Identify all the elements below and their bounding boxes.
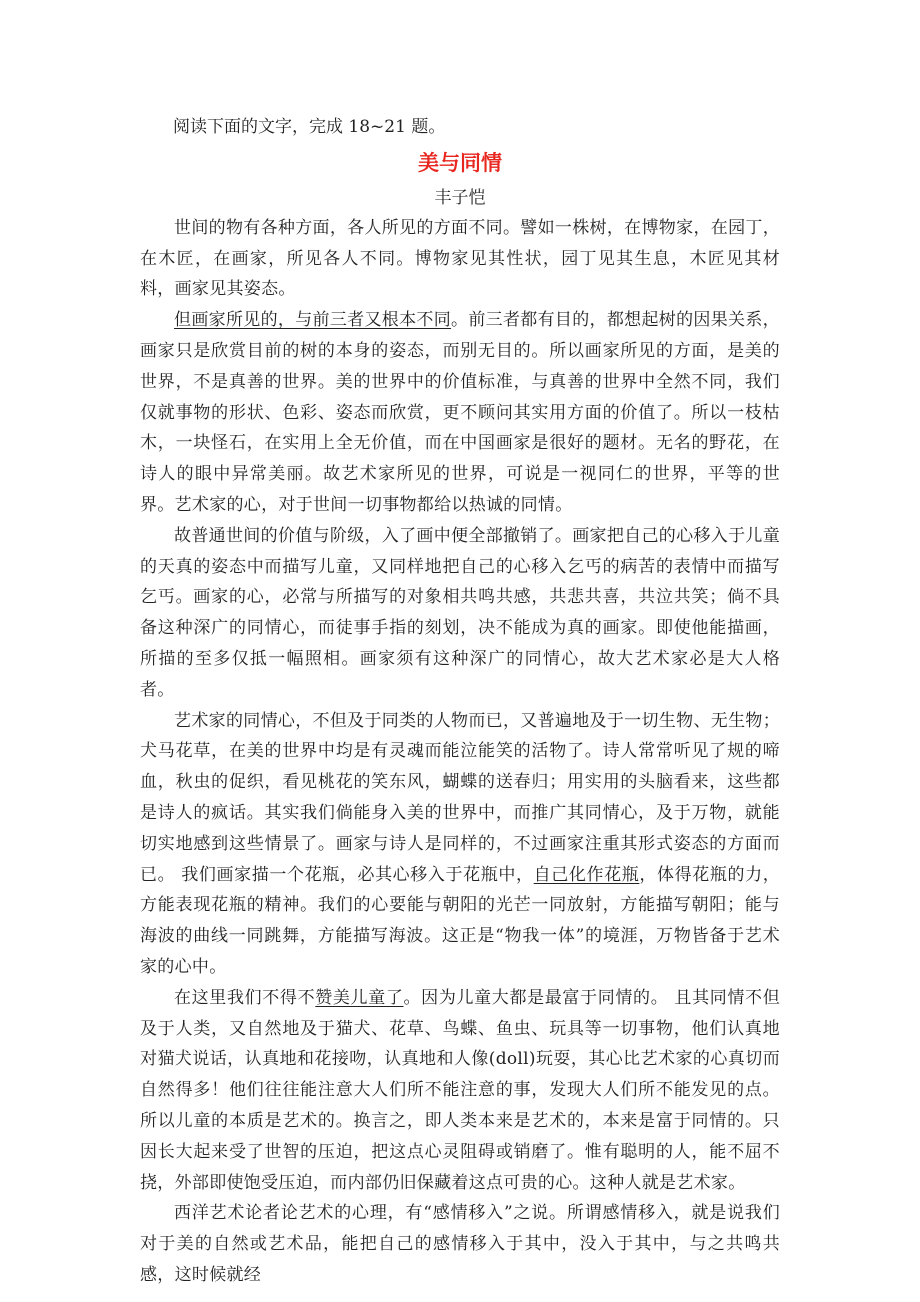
paragraph-3: 故普通世间的价值与阶级，入了画中便全部撤销了。画家把自己的心移入于儿童的天真的姿态中而描写儿童，又同样地把自己的心移入乞丐的病苦的表情中而描写乞丐。画家的心，必常与所描写的对象相共鸣共感，共悲共喜，共泣共笑；倘不具备这种深广的同情心，而徒事手指的刻划，决不能成为真的画家。即使他能描画，所描的至多仅抵一幅照相。画家须有这种深广的同情心，故大艺术家必是大人格者。: [140, 525, 780, 700]
question-instruction: 阅读下面的文字，完成 18~21 题。: [173, 117, 446, 137]
paragraph-1: 世间的物有各种方面，各人所见的方面不同。譬如一株树，在博物家，在园丁，在木匠，在画家，所见各人不同。博物家见其性状，园丁见其生息，木匠见其材料，画家见其姿态。: [140, 217, 780, 300]
document-page: [140, 112, 780, 1291]
paragraph-4: [140, 706, 780, 983]
paragraph-4-text-a: 艺术家的同情心，不但及于同类的人物而已，又普遍地及于一切生物、无生物；犬马花草，在美的世界中均是有灵魂而能泣能笑的活物了。诗人常常听见了规的啼血，秋虫的促织，看见桃花的笑东风，蝴蝶的送春归；用实用的头脑看来，这些都是诗人的疯话。其实我们倘能身入美的世界中，而推广其同情心，及于万物，就能切实地感到这些情景了。画家与诗人是同样的，不过画家注重其形式姿态的方面而已。 我们画家描一个花瓶，必其心移入于花瓶中，: [140, 710, 780, 885]
underlined-phrase-vase: 自己化作花瓶: [533, 864, 640, 885]
underlined-phrase-children: 赞美儿童了: [315, 987, 404, 1008]
paragraph-5-text-a: 在这里我们不得不: [174, 987, 316, 1008]
article-author: 丰子恺: [434, 187, 486, 208]
paragraph-6: 西洋艺术论者论艺术的心理，有“感情移入”之说。所谓感情移入，就是说我们对于美的自然或艺术品，能把自己的感情移入于其中，没入于其中，与之共鸣共感，这时候就经: [140, 1203, 780, 1285]
underlined-sentence: 但画家所见的，与前三者又根本不同: [174, 310, 452, 331]
paragraph-2: [140, 305, 780, 521]
paragraph-5: [140, 983, 780, 1199]
paragraph-4-text-b: ，体得花瓶的力，方能表现花瓶的精神。我们的心要能与朝阳的光芒一同放射，方能描写朝阳；能与海波的曲线一同跳舞，方能描写海波。这正是“物我一体”的境涯，万物皆备于艺术家的心中。: [140, 864, 780, 977]
paragraph-5-text-b: 。因为儿童大都是最富于同情的。 且其同情不但及于人类，又自然地及于猫犬、花草、鸟蝶、鱼虫、玩具等一切事物，他们认真地对猫犬说话，认真地和花接吻，认真地和人像(doll)玩耍，其心比艺术家的心真切而自然得多！他们往往能注意大人们所不能注意的事，发现大人们所不能发见的点。所以儿童的本质是艺术的。换言之，即人类本来是艺术的，本来是富于同情的。只因长大起来受了世智的压迫，把这点心灵阻碍或销磨了。惟有聪明的人，能不屈不挠，外部即使饱受压迫，而内部仍旧保藏着这点可贵的心。这种人就是艺术家。: [140, 987, 780, 1193]
article-title: 美与同情: [418, 150, 502, 175]
paragraph-2-text: 。前三者都有目的，都想起树的因果关系，画家只是欣赏目前的树的本身的姿态，而别无目的。所以画家所见的方面，是美的世界，不是真善的世界。美的世界中的价值标准，与真善的世界中全然不同，我们仅就事物的形状、色彩、姿态而欣赏，更不顾问其实用方面的价值了。所以一枝枯木，一块怪石，在实用上全无价值，而在中国画家是很好的题材。无名的野花，在诗人的眼中异常美丽。故艺术家所见的世界，可说是一视同仁的世界，平等的世界。艺术家的心，对于世间一切事物都给以热诚的同情。: [140, 310, 780, 515]
